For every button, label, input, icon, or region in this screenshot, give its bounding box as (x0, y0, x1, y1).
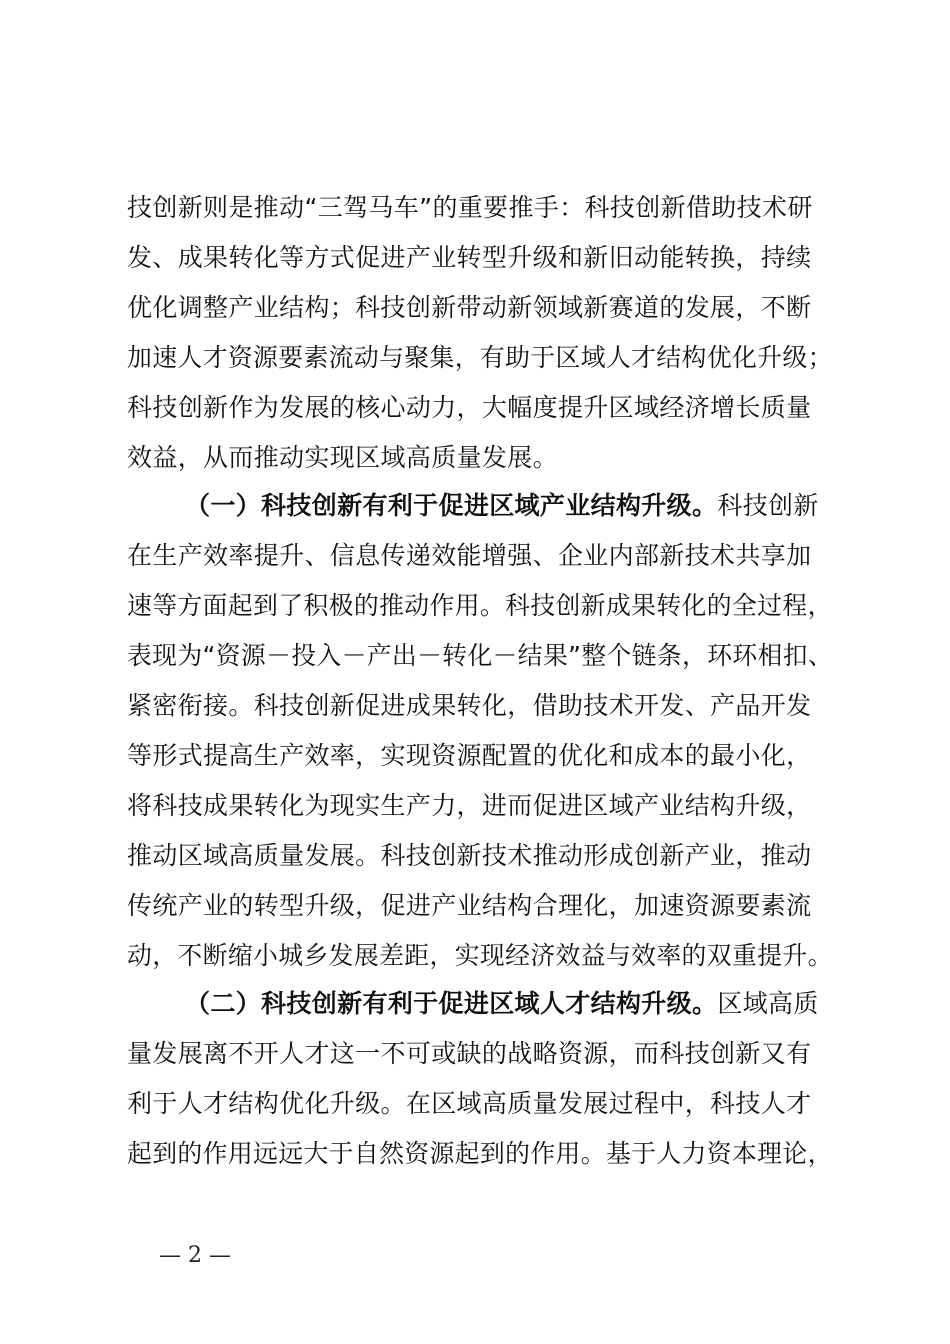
body-text-line: 技创新则是推动“三驾马车”的重要推手：科技创新借助技术研 (127, 193, 813, 222)
section-2-first-line (185, 979, 833, 1029)
section-1-first-line (185, 481, 833, 531)
body-text-line: 紧密衔接。科技创新促进成果转化，借助技术开发、产品开发 (127, 691, 812, 720)
body-text-line: 量发展离不开人才这一不可或缺的战略资源，而科技创新又有 (127, 1039, 812, 1068)
body-text-line: 动，不断缩小城乡发展差距，实现经济效益与效率的双重提升。 (127, 941, 833, 970)
section-2-first-line-text: 区域高质 (717, 989, 819, 1018)
body-text-line: 将科技成果转化为现实生产力，进而促进区域产业结构升级， (127, 791, 812, 820)
section-1-heading: （一）科技创新有利于促进区域产业结构升级。 (185, 491, 718, 520)
body-text-line: 加速人才资源要素流动与聚集，有助于区域人才结构优化升级； (127, 343, 833, 372)
body-text-line: 等形式提高生产效率，实现资源配置的优化和成本的最小化， (127, 741, 812, 770)
section-2-heading: （二）科技创新有利于促进区域人才结构升级。 (185, 989, 718, 1018)
body-text-line: 在生产效率提升、信息传递效能增强、企业内部新技术共享加 (127, 541, 812, 570)
body-text-line: 科技创新作为发展的核心动力，大幅度提升区域经济增长质量 (127, 393, 812, 422)
page-number: — 2 — (159, 1243, 231, 1268)
body-text-line: 发、成果转化等方式促进产业转型升级和新旧动能转换，持续 (127, 243, 812, 272)
body-text-line: 利于人才结构优化升级。在区域高质量发展过程中，科技人才 (127, 1089, 812, 1118)
section-1-first-line-text: 科技创新 (717, 491, 819, 520)
body-text-line: 速等方面起到了积极的推动作用。科技创新成果转化的全过程， (127, 591, 833, 620)
body-text-line: 起到的作用远远大于自然资源起到的作用。基于人力资本理论， (127, 1139, 833, 1168)
body-text-line: 优化调整产业结构；科技创新带动新领域新赛道的发展，不断 (127, 293, 812, 322)
body-text-line: 推动区域高质量发展。科技创新技术推动形成创新产业，推动 (127, 841, 812, 870)
body-text-line: 效益，从而推动实现区域高质量发展。 (127, 443, 558, 472)
body-text-line: 表现为“资源－投入－产出－转化－结果”整个链条，环环相扣、 (127, 641, 834, 670)
body-text-line: 传统产业的转型升级，促进产业结构合理化，加速资源要素流 (127, 891, 812, 920)
